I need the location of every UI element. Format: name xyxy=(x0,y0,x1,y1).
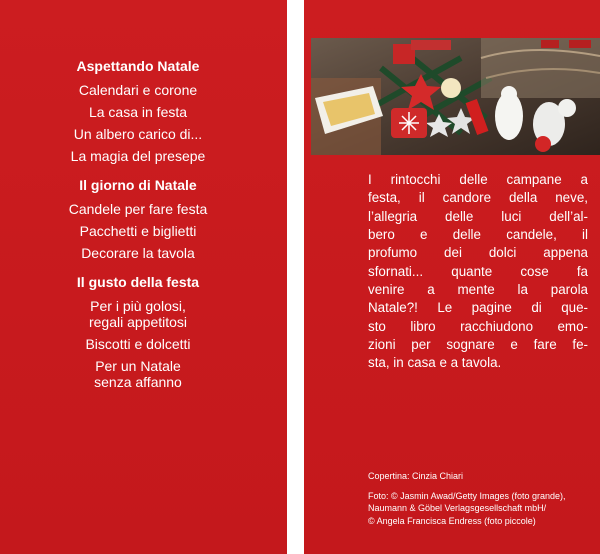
toc-item: Biscotti e dolcetti xyxy=(85,336,191,352)
table-of-contents xyxy=(0,58,276,403)
toc-section xyxy=(0,177,276,261)
toc-item: Un albero carico di... xyxy=(73,126,203,142)
section-title: Il giorno di Natale xyxy=(79,177,197,193)
photo-credits xyxy=(368,470,598,527)
section-title: Il gusto della festa xyxy=(76,274,200,290)
toc-item: Per i più golosi, regali appetitosi xyxy=(88,298,188,330)
section-title: Aspettando Natale xyxy=(76,58,200,74)
toc-item: Decorare la tavola xyxy=(81,245,195,261)
toc-item: Per un Natale senza affanno xyxy=(94,358,182,390)
toc-section xyxy=(0,58,276,164)
toc-item: Calendari e corone xyxy=(78,82,198,98)
photo-credit-line: Foto: © Jasmin Awad/Getty Images (foto grande), xyxy=(368,490,566,501)
right-panel xyxy=(304,0,600,554)
christmas-decorations-photo xyxy=(311,38,600,155)
left-panel xyxy=(0,0,287,554)
toc-item: La casa in festa xyxy=(88,104,188,120)
toc-item: La magia del presepe xyxy=(70,148,206,164)
book-description: I rintocchi delle campane a festa, il candore della neve, l’allegria delle luci dell’al- bero e delle candele, il profumo dei dolci appena sfornati... quante cose fa venire a mente la parola Natale?! Le pagine di que- sto libro racchiudono emo- zioni per sognare e fare fe- sta, in casa e a tavola. xyxy=(368,172,588,371)
toc-item: Candele per fare festa xyxy=(68,201,208,217)
photo-credit-line: Naumann & Göbel Verlagsgesellschaft mbH/ xyxy=(368,503,547,513)
photo-credit-line: © Angela Francisca Endress (foto piccole) xyxy=(368,515,536,526)
toc-section xyxy=(0,274,276,390)
toc-item: Pacchetti e biglietti xyxy=(79,223,197,239)
cover-credit: Copertina: Cinzia Chiari xyxy=(368,471,464,481)
